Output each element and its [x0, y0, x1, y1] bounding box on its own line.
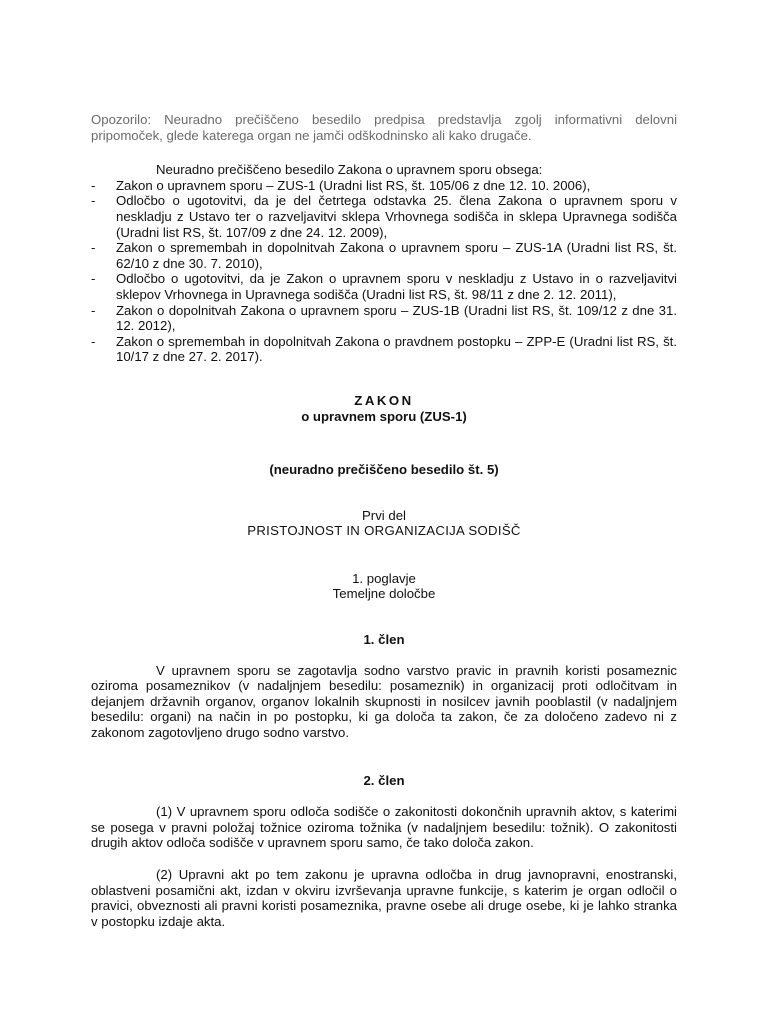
list-dash: - [91, 302, 96, 318]
list-item [91, 178, 677, 194]
law-title: ZAKON [354, 392, 414, 408]
chapter-title: Temeljne določbe [332, 586, 436, 602]
article-heading: 1. člen [363, 632, 405, 648]
article-paragraph: (1) V upravnem sporu odloča sodišče o zakonitosti dokončnih upravnih aktov, s katerimi se posega v pravni položaj tožnice oziroma tožnika (v nadaljnjem besedilu: tožnik). O zakonitosti drugih aktov odloča sodišče v upravnem sporu samo, če tako določa zakon. [91, 804, 677, 851]
part-title: PRISTOJNOST IN ORGANIZACIJA SODIŠČ [247, 523, 521, 539]
list-item [91, 193, 677, 240]
list-dash: - [91, 240, 96, 256]
list-dash: - [91, 177, 96, 193]
disclaimer-note: Opozorilo: Neuradno prečiščeno besedilo predpisa predstavlja zgolj informativni delovni pripomoček, glede katerega organ ne jamči odškodninsko ali kako drugače. [91, 112, 677, 143]
list-item [91, 240, 677, 271]
amendments-list [91, 178, 677, 365]
article-paragraph: V upravnem sporu se zagotavlja sodno varstvo pravic in pravnih koristi posameznic oziroma posameznikov (v nadaljnjem besedilu: posameznik) in organizacij proti odločitvam in dejanjem državnih organov, organov lokalnih skupnosti in nosilcev javnih pooblastil (v nadaljnjem besedilu: organi) na način in po postopku, ki ga določa ta zakon, če za določeno zadevo ni z zakonom zagotovljeno drugo sodno varstvo. [91, 662, 677, 741]
amendment-text: Zakon o dopolnitvah Zakona o upravnem sporu – ZUS-1B (Uradni list RS, št. 109/12 z dne 31. 12. 2012), [116, 302, 677, 334]
law-subtitle: o upravnem sporu (ZUS-1) [301, 408, 467, 424]
list-item [91, 303, 677, 334]
list-dash: - [91, 271, 96, 287]
chapter-label: 1. poglavje [352, 570, 416, 586]
document-page [91, 112, 677, 929]
consolidation-intro: Neuradno prečiščeno besedilo Zakona o upravnem sporu obsega: [156, 162, 543, 178]
list-item [91, 271, 677, 302]
amendment-text: Zakon o spremembah in dopolnitvah Zakona o upravnem sporu – ZUS-1A (Uradni list RS, št. 62/10 z dne 30. 7. 2010), [116, 240, 677, 271]
list-dash: - [91, 333, 96, 349]
amendment-text: Odločbo o ugotovitvi, da je del četrtega odstavka 25. člena Zakona o upravnem sporu v neskladju z Ustavo ter o razveljavitvi sklepa Vrhovnega sodišča in sklepa Upravnega sodišča (Uradni list RS, št. 107/09 z dne 24. 12. 2009), [116, 193, 677, 240]
consolidated-version-note: (neuradno prečiščeno besedilo št. 5) [269, 462, 499, 478]
amendment-text: Zakon o upravnem sporu – ZUS-1 (Uradni list RS, št. 105/06 z dne 12. 10. 2006), [116, 177, 591, 193]
part-label: Prvi del [362, 507, 406, 523]
article-heading: 2. člen [363, 772, 405, 788]
amendment-text: Zakon o spremembah in dopolnitvah Zakona o pravdnem postopku – ZPP-E (Uradni list RS, št. 10/17 z dne 27. 2. 2017). [116, 333, 677, 365]
list-item [91, 334, 677, 365]
article-paragraph: (2) Upravni akt po tem zakonu je upravna odločba in drug javnopravni, enostranski, oblastveni posamični akt, izdan v okviru izvrševanja upravne funkcije, s katerim je organ odločil o pravici, obveznosti ali pravni koristi posameznika, pravne osebe ali druge osebe, ki je lahko stranka v postopku izdaje akta. [91, 867, 677, 929]
amendment-text: Odločbo o ugotovitvi, da je Zakon o upravnem sporu v neskladju z Ustavo in o razveljavitvi sklepov Vrhovnega in Upravnega sodišča (Uradni list RS, št. 98/11 z dne 2. 12. 2011), [116, 271, 677, 302]
list-dash: - [91, 193, 96, 209]
